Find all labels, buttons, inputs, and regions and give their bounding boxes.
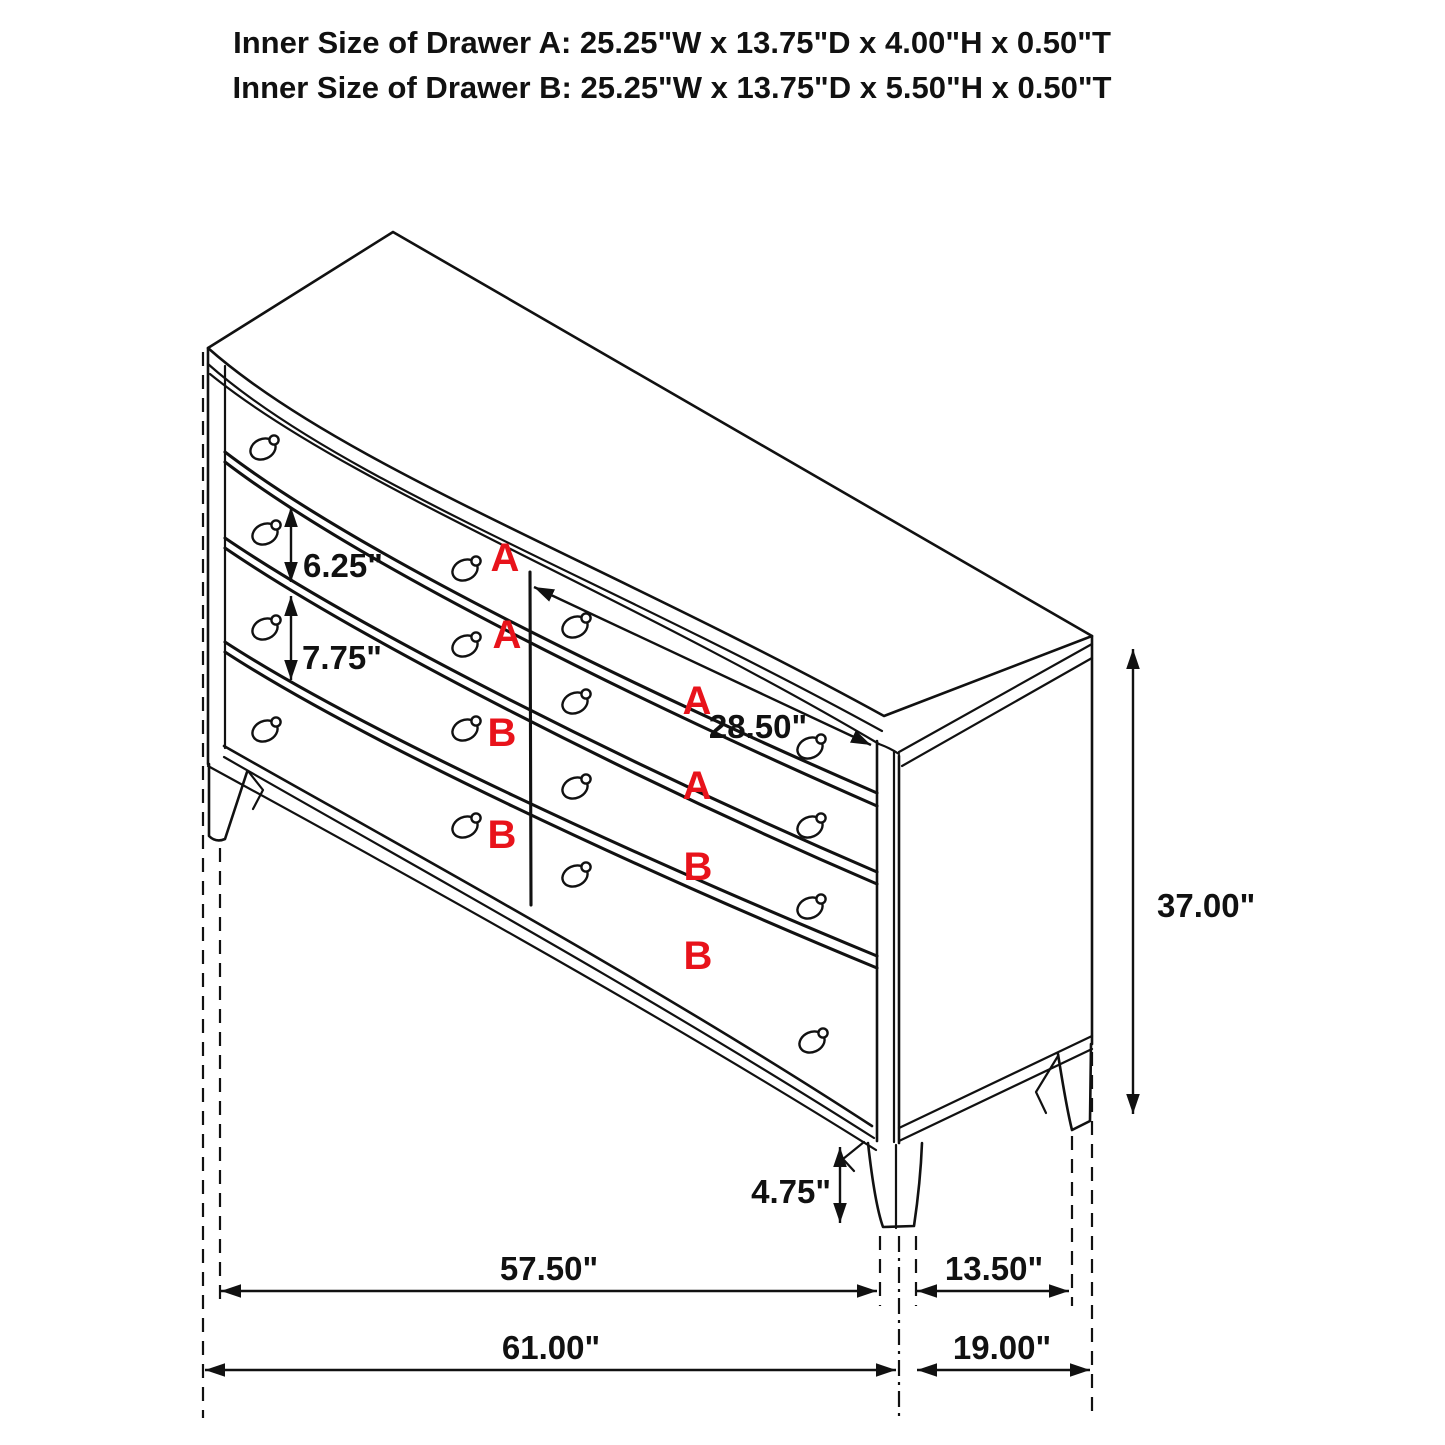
header-line-2: Inner Size of Drawer B: 25.25"W x 13.75"D x 5.50"H x 0.50"T xyxy=(232,70,1112,105)
dresser-drawing xyxy=(203,232,1092,1420)
dim-label-total-height: 37.00" xyxy=(1157,887,1256,924)
drawer-knob xyxy=(449,632,481,661)
drawer-knob xyxy=(559,613,591,642)
drawer-knob xyxy=(449,813,481,842)
front-left-leg xyxy=(209,764,247,840)
separator-3a xyxy=(225,642,877,956)
front-right-leg-bracket xyxy=(843,1142,864,1171)
dim-label-inner-depth: 13.50" xyxy=(944,1250,1044,1287)
drawer-label-left-2: A xyxy=(492,613,522,657)
drawer-knob xyxy=(247,435,279,464)
drawer-knob xyxy=(249,717,281,746)
drawer-knob xyxy=(796,1028,828,1057)
back-right-leg-bracket xyxy=(1036,1056,1058,1113)
dim-label-inner-width: 57.50" xyxy=(499,1250,599,1287)
dim-label-total-depth: 19.00" xyxy=(952,1329,1052,1366)
bottom-rail-1 xyxy=(224,746,872,1126)
drawer-knob xyxy=(449,556,481,585)
drawer-knob xyxy=(249,520,281,549)
bottom-rail-2 xyxy=(224,757,874,1138)
drawer-label-right-4: B xyxy=(683,934,713,978)
dim-label-drawer-a-height: 6.25" xyxy=(303,547,383,584)
corner-cap xyxy=(879,744,899,754)
side-bottom-rail-2 xyxy=(899,1049,1092,1141)
center-divider xyxy=(530,572,531,905)
dim-label-total-width: 61.00" xyxy=(501,1329,601,1366)
dim-label-drawer-b-height: 7.75" xyxy=(302,639,382,676)
drawer-knob xyxy=(794,894,826,923)
drawer-label-right-3: B xyxy=(683,845,713,889)
bottom-rail-3 xyxy=(208,766,876,1150)
drawer-label-right-1: A xyxy=(682,679,712,723)
drawer-label-right-2: A xyxy=(682,764,712,808)
drawer-knob xyxy=(559,774,591,803)
dim-label-leg-height: 4.75" xyxy=(751,1173,831,1210)
drawer-label-left-3: B xyxy=(487,711,517,755)
drawer-knob xyxy=(559,689,591,718)
drawer-label-left-4: B xyxy=(487,813,517,857)
drawer-knob xyxy=(249,615,281,644)
header-line-1: Inner Size of Drawer A: 25.25"W x 13.75"D x 4.00"H x 0.50"T xyxy=(233,25,1111,60)
drawer-label-left-1: A xyxy=(490,536,520,580)
drawer-knob xyxy=(449,716,481,745)
dim-label-drawer-width: 28.50" xyxy=(708,708,808,745)
drawer-knob xyxy=(559,862,591,891)
